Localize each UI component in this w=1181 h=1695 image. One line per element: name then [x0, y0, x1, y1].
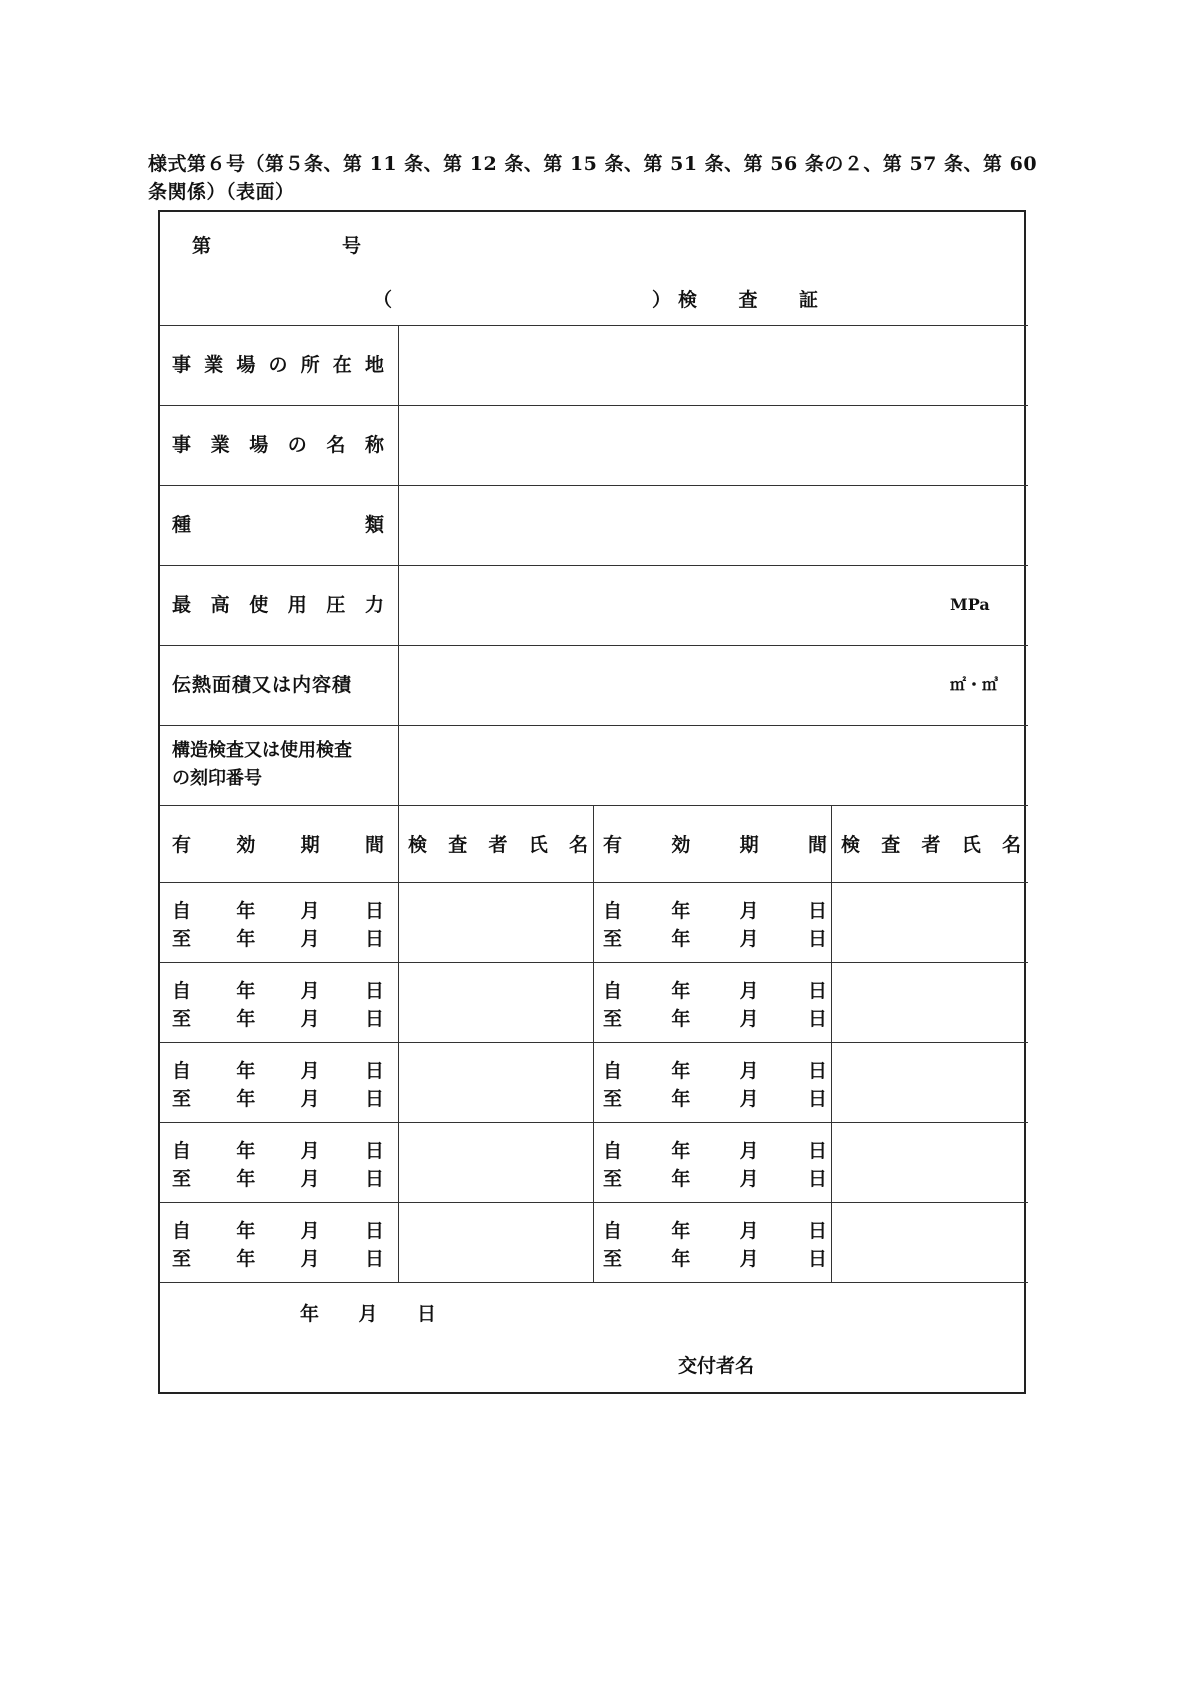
field-unit-4: ㎡・㎥ — [950, 675, 999, 694]
period-header-right-char: 期 — [739, 834, 759, 856]
field-label-0-char: 所 — [300, 354, 320, 376]
row-divider — [160, 805, 1028, 806]
period-row-from-right — [603, 899, 827, 923]
period-row-from-left-char: 自 — [172, 980, 192, 1002]
inspector-name-cell-left[interactable] — [404, 1048, 587, 1114]
inspector-name-cell-right[interactable] — [837, 1048, 1022, 1114]
period-header-right-char: 有 — [603, 834, 623, 856]
period-row-to-left-char: 日 — [364, 1008, 384, 1030]
period-row-from-left-char: 年 — [236, 1060, 256, 1082]
period-row-from-right-char: 日 — [807, 1140, 827, 1162]
period-row-to-right-char: 月 — [739, 1008, 759, 1030]
period-row-from-left-char: 月 — [300, 1220, 320, 1242]
period-row-to-right-char: 至 — [603, 1168, 623, 1190]
period-row-from-left-char: 日 — [364, 1140, 384, 1162]
period-row-from-right-char: 日 — [807, 980, 827, 1002]
period-row-to-left-char: 至 — [172, 1248, 192, 1270]
field-value-1[interactable] — [408, 433, 968, 457]
field-label-0-char: 在 — [332, 354, 352, 376]
certificate-open-paren: （ — [373, 289, 393, 311]
field-label-0 — [172, 353, 384, 377]
inspector-name-cell-right[interactable] — [837, 968, 1022, 1034]
period-row-from-right — [603, 1219, 827, 1243]
period-row-to-left-char: 至 — [172, 1168, 192, 1190]
certificate-title-char: 査 — [738, 289, 758, 311]
period-row-from-right — [603, 1059, 827, 1083]
period-row-from-left — [172, 1139, 384, 1163]
period-row-to-right-char: 月 — [739, 928, 759, 950]
field-label-1-char: の — [287, 434, 307, 456]
field-label-0-char: 事 — [172, 354, 192, 376]
field-label-0-char: の — [268, 354, 288, 376]
period-row-to-right-char: 日 — [807, 1248, 827, 1270]
period-header-left-char: 期 — [300, 834, 320, 856]
period-row-from-right — [603, 1139, 827, 1163]
period-row-from-right-char: 年 — [671, 1220, 691, 1242]
inspector-name-cell-left[interactable] — [404, 888, 587, 954]
field-value-4[interactable] — [408, 673, 968, 697]
field-value-5[interactable] — [408, 753, 968, 777]
inspector-header-right-char: 名 — [1001, 834, 1021, 856]
period-row-to-right-char: 年 — [671, 1168, 691, 1190]
certificate-title — [678, 288, 818, 312]
period-row-from-right-char: 年 — [671, 1140, 691, 1162]
inspector-name-cell-left[interactable] — [404, 968, 587, 1034]
period-row-to-left-char: 月 — [300, 1168, 320, 1190]
inspector-name-cell-left[interactable] — [404, 1128, 587, 1194]
period-row-from-left-char: 日 — [364, 1060, 384, 1082]
period-row-to-right-char: 年 — [671, 1008, 691, 1030]
period-row-from-left — [172, 1059, 384, 1083]
field-label-1-char: 場 — [249, 434, 269, 456]
inspector-header-left-char: 査 — [448, 834, 468, 856]
field-value-3[interactable] — [408, 593, 968, 617]
period-row-to-left — [172, 927, 384, 951]
inspector-header-left-char: 氏 — [528, 834, 548, 856]
period-row-to-right — [603, 927, 827, 951]
period-row-from-left-char: 月 — [300, 980, 320, 1002]
row-divider — [160, 485, 1028, 486]
row-divider — [160, 962, 1028, 963]
issue-date-char: 日 — [416, 1303, 436, 1325]
period-row-from-right-char: 年 — [671, 1060, 691, 1082]
period-row-to-right — [603, 1007, 827, 1031]
period-row-to-left-char: 至 — [172, 1008, 192, 1030]
period-row-from-right-char: 自 — [603, 900, 623, 922]
period-row-from-left-char: 自 — [172, 900, 192, 922]
field-value-0[interactable] — [408, 353, 968, 377]
period-header-right — [603, 833, 827, 857]
period-row-from-right-char: 年 — [671, 900, 691, 922]
period-row-to-right-char: 月 — [739, 1088, 759, 1110]
period-row-from-right-char: 年 — [671, 980, 691, 1002]
field-label-5-line2: の刻印番号 — [172, 768, 262, 789]
field-label-5-line1: 構造検査又は使用検査 — [172, 740, 352, 761]
period-row-to-right-char: 至 — [603, 1008, 623, 1030]
period-row-to-right-char: 至 — [603, 928, 623, 950]
field-label-2 — [172, 513, 384, 537]
field-label-1-char: 業 — [210, 434, 230, 456]
period-header-left — [172, 833, 384, 857]
issuer-label: 交付者名 — [678, 1355, 755, 1377]
period-row-from-right-char: 日 — [807, 900, 827, 922]
period-row-from-right-char: 月 — [739, 900, 759, 922]
period-row-to-left — [172, 1007, 384, 1031]
period-row-to-left — [172, 1087, 384, 1111]
column-divider — [398, 325, 399, 1282]
field-label-3-char: 力 — [364, 594, 384, 616]
number-prefix: 第 — [192, 235, 212, 257]
period-row-from-right-char: 月 — [739, 1140, 759, 1162]
field-label-3-char: 最 — [172, 594, 192, 616]
period-row-to-left-char: 日 — [364, 928, 384, 950]
inspector-name-cell-left[interactable] — [404, 1208, 587, 1274]
period-row-to-left-char: 日 — [364, 1168, 384, 1190]
period-header-right-char: 効 — [671, 834, 691, 856]
period-row-to-right-char: 年 — [671, 1248, 691, 1270]
certificate-title-char: 検 — [678, 289, 698, 311]
period-row-to-left-char: 月 — [300, 1008, 320, 1030]
period-row-from-left-char: 自 — [172, 1060, 192, 1082]
row-divider — [160, 405, 1028, 406]
period-row-from-right-char: 月 — [739, 980, 759, 1002]
field-label-1-char: 称 — [364, 434, 384, 456]
period-row-from-right-char: 月 — [739, 1060, 759, 1082]
form-heading: 様式第６号（第５条、第 11 条、第 12 条、第 15 条、第 51 条、第 56 条の２、第 57 条、第 60 条関係）（表面） — [148, 153, 1038, 203]
column-divider — [593, 805, 594, 1282]
row-divider — [160, 725, 1028, 726]
period-row-from-right-char: 自 — [603, 980, 623, 1002]
inspector-header-left-char: 検 — [408, 834, 428, 856]
period-row-to-right-char: 至 — [603, 1088, 623, 1110]
field-label-3-char: 使 — [249, 594, 269, 616]
row-divider — [160, 645, 1028, 646]
inspector-name-cell-right[interactable] — [837, 888, 1022, 954]
period-row-to-left-char: 月 — [300, 928, 320, 950]
row-divider — [160, 1202, 1028, 1203]
period-row-from-left — [172, 1219, 384, 1243]
field-label-1-char: 名 — [326, 434, 346, 456]
inspector-header-right-char: 査 — [881, 834, 901, 856]
period-row-from-left-char: 年 — [236, 1220, 256, 1242]
period-row-from-left-char: 日 — [364, 1220, 384, 1242]
period-row-from-left-char: 自 — [172, 1220, 192, 1242]
period-row-to-right-char: 月 — [739, 1168, 759, 1190]
period-row-from-left-char: 月 — [300, 900, 320, 922]
period-row-to-right-char: 年 — [671, 1088, 691, 1110]
certificate-close-paren: ） — [652, 289, 672, 311]
period-row-to-right-char: 日 — [807, 928, 827, 950]
period-row-from-left-char: 年 — [236, 980, 256, 1002]
inspector-name-cell-right[interactable] — [837, 1208, 1022, 1274]
period-row-to-left-char: 月 — [300, 1088, 320, 1110]
period-row-to-left — [172, 1167, 384, 1191]
issue-date-char: 年 — [300, 1303, 320, 1325]
period-row-from-left — [172, 979, 384, 1003]
period-row-to-left — [172, 1247, 384, 1271]
inspector-header-left-char: 者 — [488, 834, 508, 856]
period-row-from-left-char: 年 — [236, 900, 256, 922]
field-label-4: 伝熱面積又は内容積 — [172, 674, 353, 696]
certificate-title-char: 証 — [798, 289, 818, 311]
row-divider — [160, 565, 1028, 566]
field-unit-3: MPa — [950, 595, 990, 614]
period-row-from-right-char: 自 — [603, 1140, 623, 1162]
period-row-from-right-char: 自 — [603, 1220, 623, 1242]
row-divider — [160, 1122, 1028, 1123]
field-label-0-char: 地 — [364, 354, 384, 376]
period-row-to-right-char: 月 — [739, 1248, 759, 1270]
period-row-to-left-char: 年 — [236, 1168, 256, 1190]
period-row-to-right — [603, 1167, 827, 1191]
inspector-header-right — [841, 833, 1021, 857]
inspector-name-cell-right[interactable] — [837, 1128, 1022, 1194]
period-header-left-char: 効 — [236, 834, 256, 856]
field-label-2-char: 類 — [364, 514, 384, 536]
period-row-to-left-char: 年 — [236, 1008, 256, 1030]
field-label-0-char: 場 — [236, 354, 256, 376]
inspector-header-left-char: 名 — [568, 834, 588, 856]
period-row-to-left-char: 日 — [364, 1088, 384, 1110]
period-row-from-right — [603, 979, 827, 1003]
period-row-to-right-char: 年 — [671, 928, 691, 950]
field-label-1 — [172, 433, 384, 457]
period-row-to-left-char: 年 — [236, 1248, 256, 1270]
period-row-to-left-char: 月 — [300, 1248, 320, 1270]
inspector-header-right-char: 検 — [841, 834, 861, 856]
issue-date-char: 月 — [358, 1303, 378, 1325]
period-row-to-right-char: 日 — [807, 1088, 827, 1110]
field-value-2[interactable] — [408, 513, 968, 537]
period-row-from-left-char: 年 — [236, 1140, 256, 1162]
row-divider — [160, 325, 1028, 326]
period-row-to-right-char: 日 — [807, 1008, 827, 1030]
period-row-to-left-char: 至 — [172, 928, 192, 950]
period-row-from-right-char: 日 — [807, 1060, 827, 1082]
period-row-from-right-char: 月 — [739, 1220, 759, 1242]
period-row-from-right-char: 自 — [603, 1060, 623, 1082]
period-row-to-left-char: 日 — [364, 1248, 384, 1270]
period-row-to-right-char: 至 — [603, 1248, 623, 1270]
period-row-from-left-char: 月 — [300, 1060, 320, 1082]
row-divider — [160, 1282, 1028, 1283]
field-label-3-char: 圧 — [326, 594, 346, 616]
period-row-to-left-char: 至 — [172, 1088, 192, 1110]
period-row-to-right-char: 日 — [807, 1168, 827, 1190]
period-row-to-right — [603, 1087, 827, 1111]
inspector-header-right-char: 氏 — [961, 834, 981, 856]
period-row-to-left-char: 年 — [236, 928, 256, 950]
period-header-left-char: 間 — [364, 834, 384, 856]
inspector-header-right-char: 者 — [921, 834, 941, 856]
field-label-3-char: 高 — [210, 594, 230, 616]
period-row-from-left-char: 日 — [364, 980, 384, 1002]
period-header-right-char: 間 — [807, 834, 827, 856]
inspector-header-left — [408, 833, 588, 857]
period-row-to-right — [603, 1247, 827, 1271]
row-divider — [160, 1042, 1028, 1043]
field-label-0-char: 業 — [204, 354, 224, 376]
number-suffix: 号 — [342, 235, 362, 257]
field-label-2-char: 種 — [172, 514, 192, 536]
issue-date — [300, 1302, 436, 1326]
field-label-3-char: 用 — [287, 594, 307, 616]
row-divider — [160, 882, 1028, 883]
period-row-to-left-char: 年 — [236, 1088, 256, 1110]
period-row-from-left-char: 自 — [172, 1140, 192, 1162]
field-label-1-char: 事 — [172, 434, 192, 456]
inspection-certificate-form — [158, 210, 1026, 1394]
period-row-from-right-char: 日 — [807, 1220, 827, 1242]
period-row-from-left-char: 日 — [364, 900, 384, 922]
period-row-from-left — [172, 899, 384, 923]
column-divider — [831, 805, 832, 1282]
period-header-left-char: 有 — [172, 834, 192, 856]
field-label-3 — [172, 593, 384, 617]
period-row-from-left-char: 月 — [300, 1140, 320, 1162]
